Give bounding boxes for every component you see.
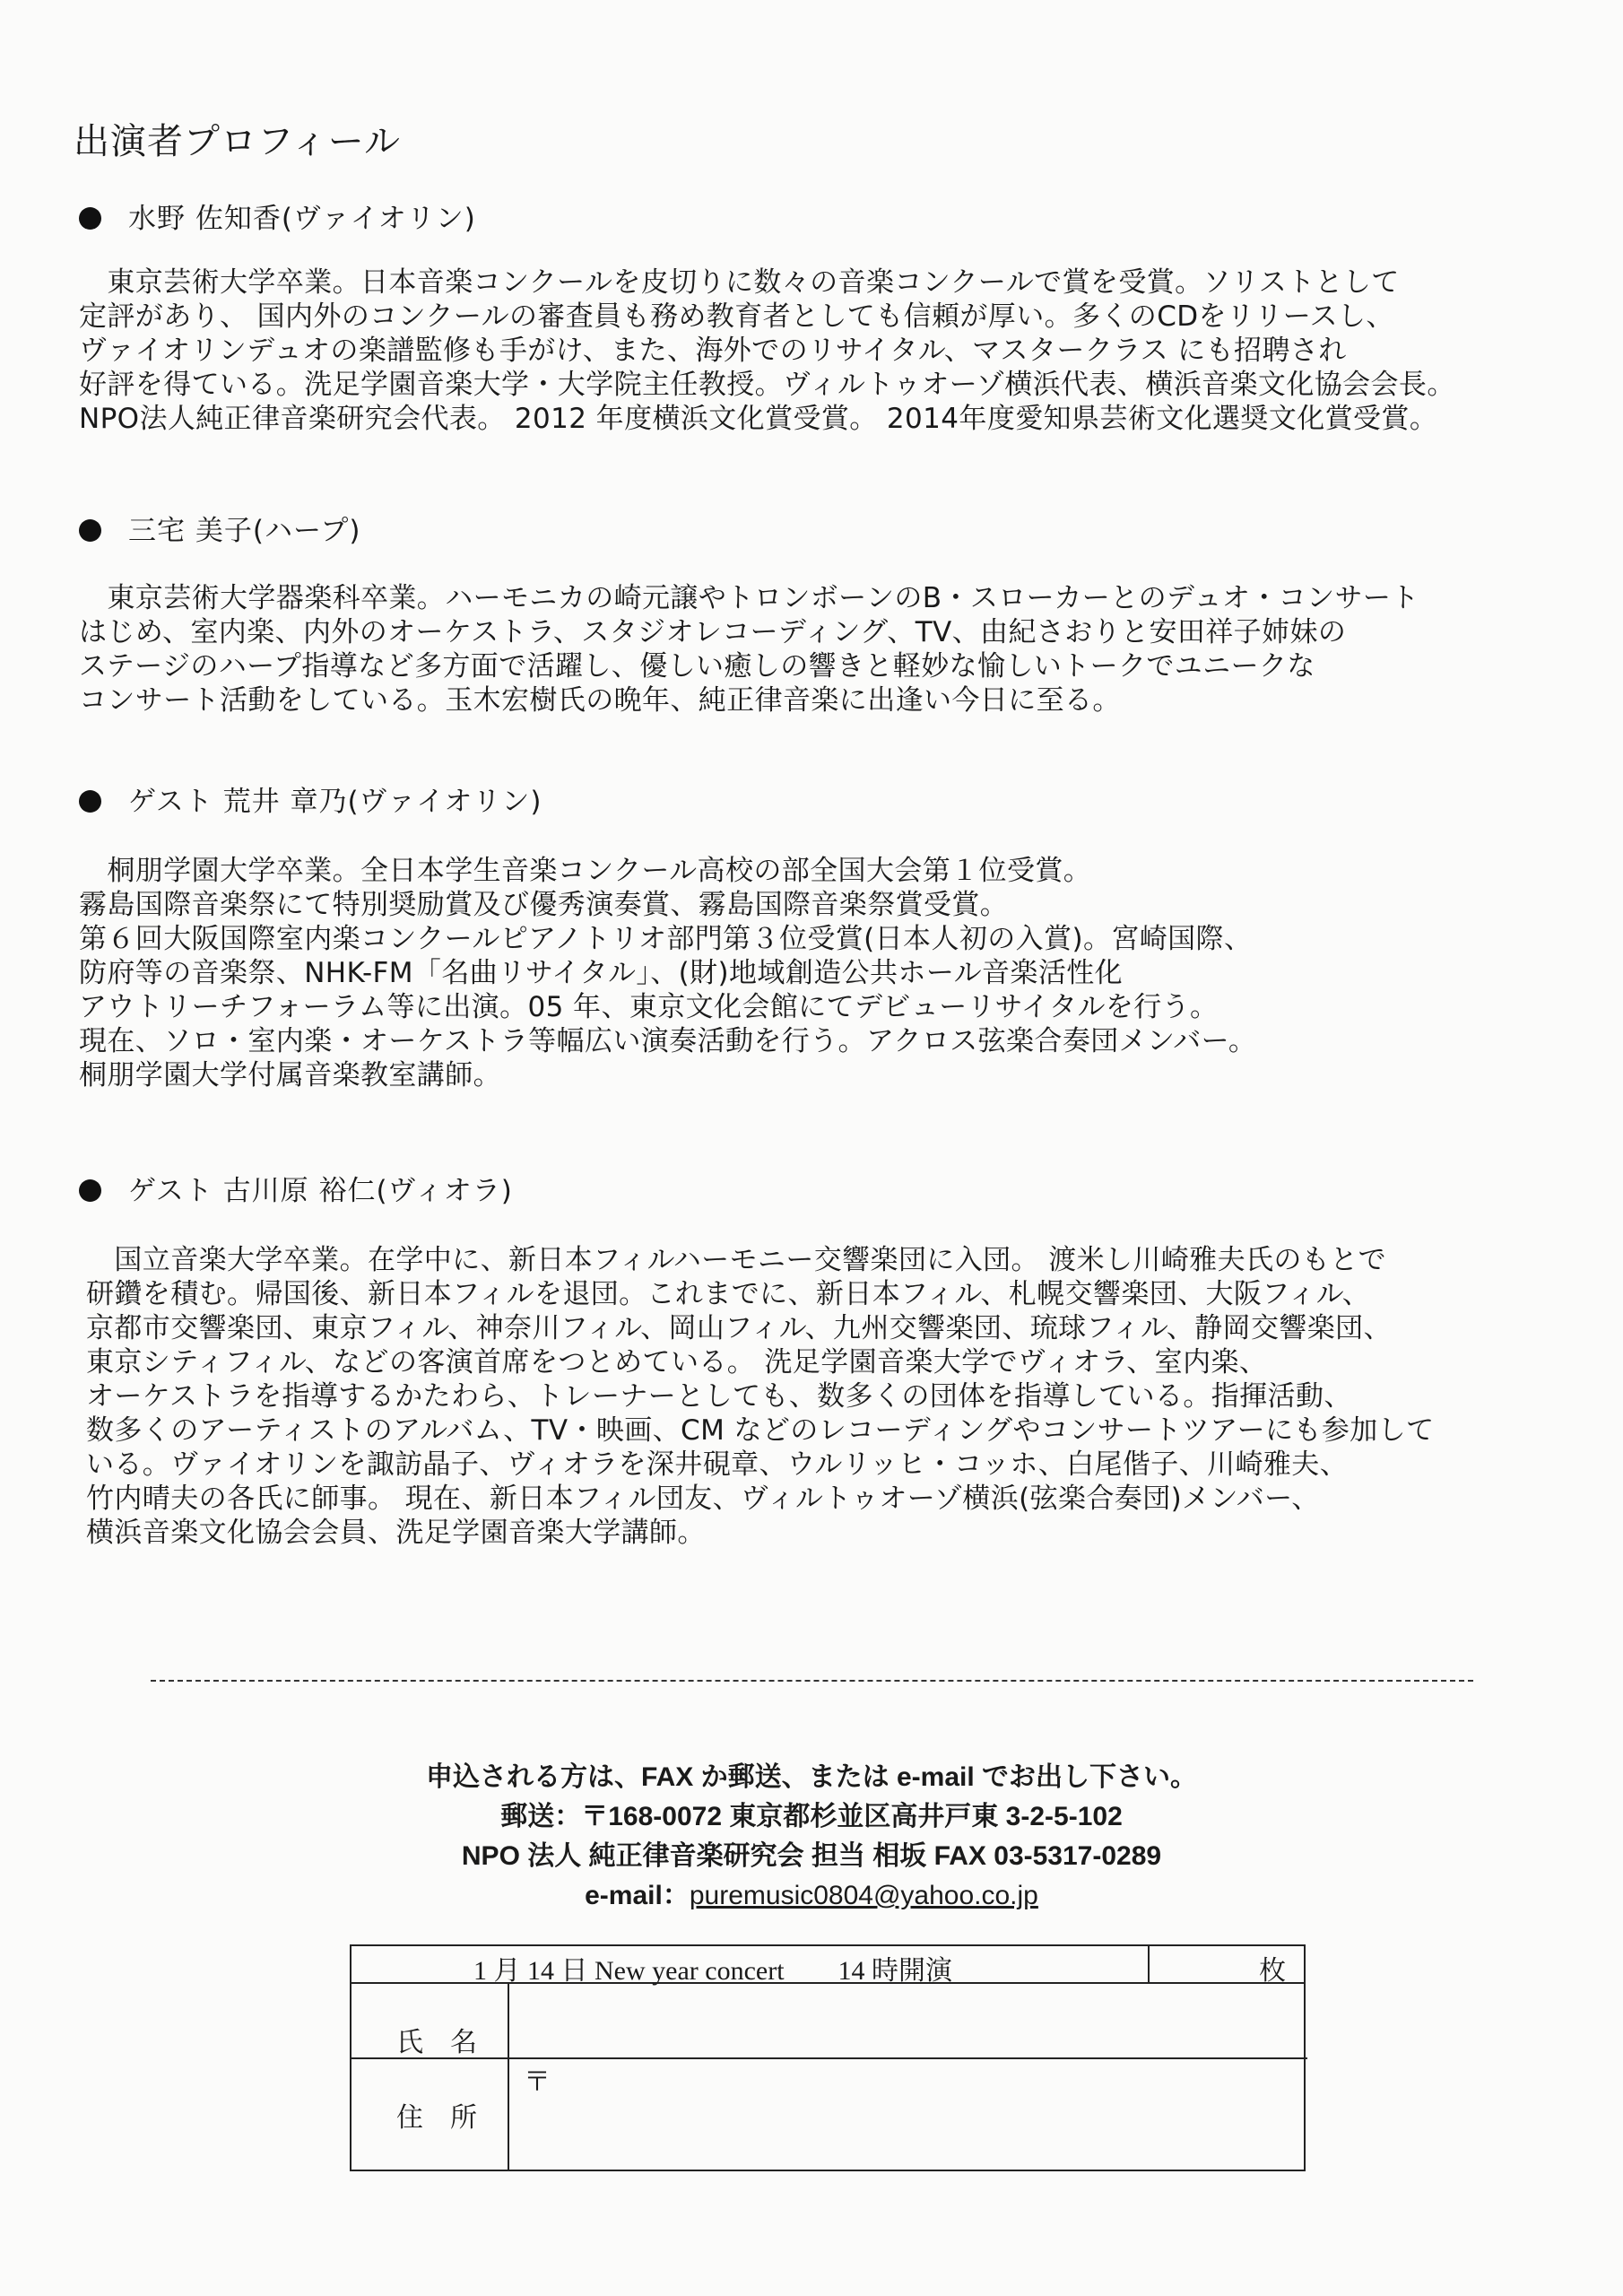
performer-header [79,1168,513,1208]
bio-line: 定評があり、 国内外のコンクールの審査員も務め教育者としても信頼が厚い。多くのCDをリリースし、 [79,300,1394,333]
bio-line: 東京芸術大学器楽科卒業。ハーモニカの崎元譲やトロンボーンのB・スローカーとのデュオ・コンサート [79,582,1419,614]
bio-line: 横浜音楽文化協会会員、洗足学園音楽大学講師。 [86,1517,706,1549]
bio-line: ステージのハープ指導など多方面で活躍し、優しい癒しの響きと軽妙な愉しいトークでユニークな [79,650,1315,683]
performer-name: ゲスト 荒井 章乃(ヴァイオリン) [128,786,542,818]
performer-header [79,778,542,819]
column-divider [1148,1946,1150,1982]
name-label: 氏 名 [396,2028,477,2057]
contact-organization-fax: NPO 法人 純正律音楽研究会 担当 相坂 FAX 03-5317-0289 [461,1841,1162,1871]
bio-line: 第６回大阪国際室内楽コンクールピアノトリオ部門第３位受賞(日本人初の入賞)。宮崎国際、 [79,923,1253,955]
address-label: 住 所 [396,2103,477,2133]
bio-line: コンサート活動をしている。玉木宏樹氏の晩年、純正律音楽に出逢い今日に至る。 [79,684,1121,717]
bullet-icon [79,207,101,230]
name-field[interactable] [509,1982,1306,2057]
form-concert-row [352,1946,1304,1984]
email-label: e-mail： [585,1881,690,1910]
tickets-label: 枚 [1259,1956,1286,1986]
performer-header [79,508,361,548]
bio-line: ヴァイオリンデュオの楽譜監修も手がけ、また、海外でのリサイタル、マスタークラス にも招聘され [79,335,1347,367]
contact-postal-address: 郵送：〒168-0072 東京都杉並区高井戸東 3-2-5-102 [500,1802,1123,1831]
bio-line: 桐朋学園大学付属音楽教室講師。 [79,1059,501,1091]
bio-line: 研鑽を積む。帰国後、新日本フィルを退団。これまでに、新日本フィル、札幌交響楽団、大阪フィル、 [86,1278,1370,1310]
performer-header [79,196,476,236]
performer-name: 水野 佐知香(ヴァイオリン) [128,203,476,235]
application-form [350,1944,1306,2171]
bio-line: いる。ヴァイオリンを諏訪晶子、ヴィオラを深井硯章、ウルリッヒ・コッホ、白尾偕子、川崎雅夫、 [86,1448,1349,1481]
performer-bio [79,265,1455,436]
bio-line: 京都市交響楽団、東京フィル、神奈川フィル、岡山フィル、九州交響楽団、琉球フィル、静岡交響楽団、 [86,1312,1392,1344]
bio-line: 桐朋学園大学卒業。全日本学生音楽コンクール高校の部全国大会第１位受賞。 [79,855,1092,887]
bio-line: アウトリーチフォーラム等に出演。05 年、東京文化会館にてデビューリサイタルを行う。 [79,991,1219,1023]
concert-info: 1 月 14 日 New year concert 14 時開演 [473,1956,953,1986]
bio-line: NPO法人純正律音楽研究会代表。 2012 年度横浜文化賞受賞。 2014年度愛知県芸術文化選奨文化賞受賞。 [79,403,1438,435]
bio-line: 東京シティフィル、などの客演首席をつとめている。 洗足学園音楽大学でヴィオラ、室内楽、 [86,1346,1268,1378]
performer-bio [86,1243,1434,1550]
performer-bio [79,854,1256,1092]
contact-email-line [0,1873,1623,1912]
performer-name: ゲスト 古川原 裕仁(ヴィオラ) [128,1175,513,1207]
contact-instructions: 申込される方は、FAX か郵送、または e-mail でお出し下さい。 [425,1762,1198,1792]
performer-name: 三宅 美子(ハープ) [128,515,361,547]
bullet-icon [79,519,101,542]
bio-line: オーケストラを指導するかたわら、トレーナーとしても、数多くの団体を指導している。指揮活動、 [86,1380,1352,1413]
bio-line: 現在、ソロ・室内楽・オーケストラ等幅広い演奏活動を行う。アクロス弦楽合奏団メンバー。 [79,1025,1257,1057]
address-field[interactable] [509,2059,1306,2170]
bullet-icon [79,1179,101,1202]
bio-line: 数多くのアーティストのアルバム、TV・映画、CM などのレコーディングやコンサートツアーにも参加して [86,1414,1435,1447]
bio-line: 竹内晴夫の各氏に師事。 現在、新日本フィル団友、ヴィルトゥオーゾ横浜(弦楽合奏団)メンバー、 [86,1483,1320,1515]
bio-line: 好評を得ている。洗足学園音楽大学・大学院主任教授。ヴィルトゥオーゾ横浜代表、横浜音楽文化協会会長。 [79,369,1455,401]
bio-line: 国立音楽大学卒業。在学中に、新日本フィルハーモニー交響楽団に入団。 渡米し川崎雅夫氏のもとで [86,1244,1386,1276]
bullet-icon [79,790,101,813]
page-title: 出演者プロフィール [74,121,401,162]
email-link[interactable]: puremusic0804@yahoo.co.jp [689,1881,1038,1910]
postal-mark: 〒 [524,2067,551,2097]
bio-line: 霧島国際音楽祭にて特別奨励賞及び優秀演奏賞、霧島国際音楽祭賞受賞。 [79,889,1009,921]
bio-line: 東京芸術大学卒業。日本音楽コンクールを皮切りに数々の音楽コンクールで賞を受賞。ソリストとして [79,266,1400,299]
bio-line: 防府等の音楽祭、NHK-FM「名曲リサイタル」、(財)地域創造公共ホール音楽活性化 [79,957,1124,989]
bio-line: はじめ、室内楽、内外のオーケストラ、スタジオレコーディング、TV、由紀さおりと安田祥子姉妹の [79,616,1347,648]
performer-bio [79,581,1419,718]
cut-line-divider [151,1680,1473,1682]
